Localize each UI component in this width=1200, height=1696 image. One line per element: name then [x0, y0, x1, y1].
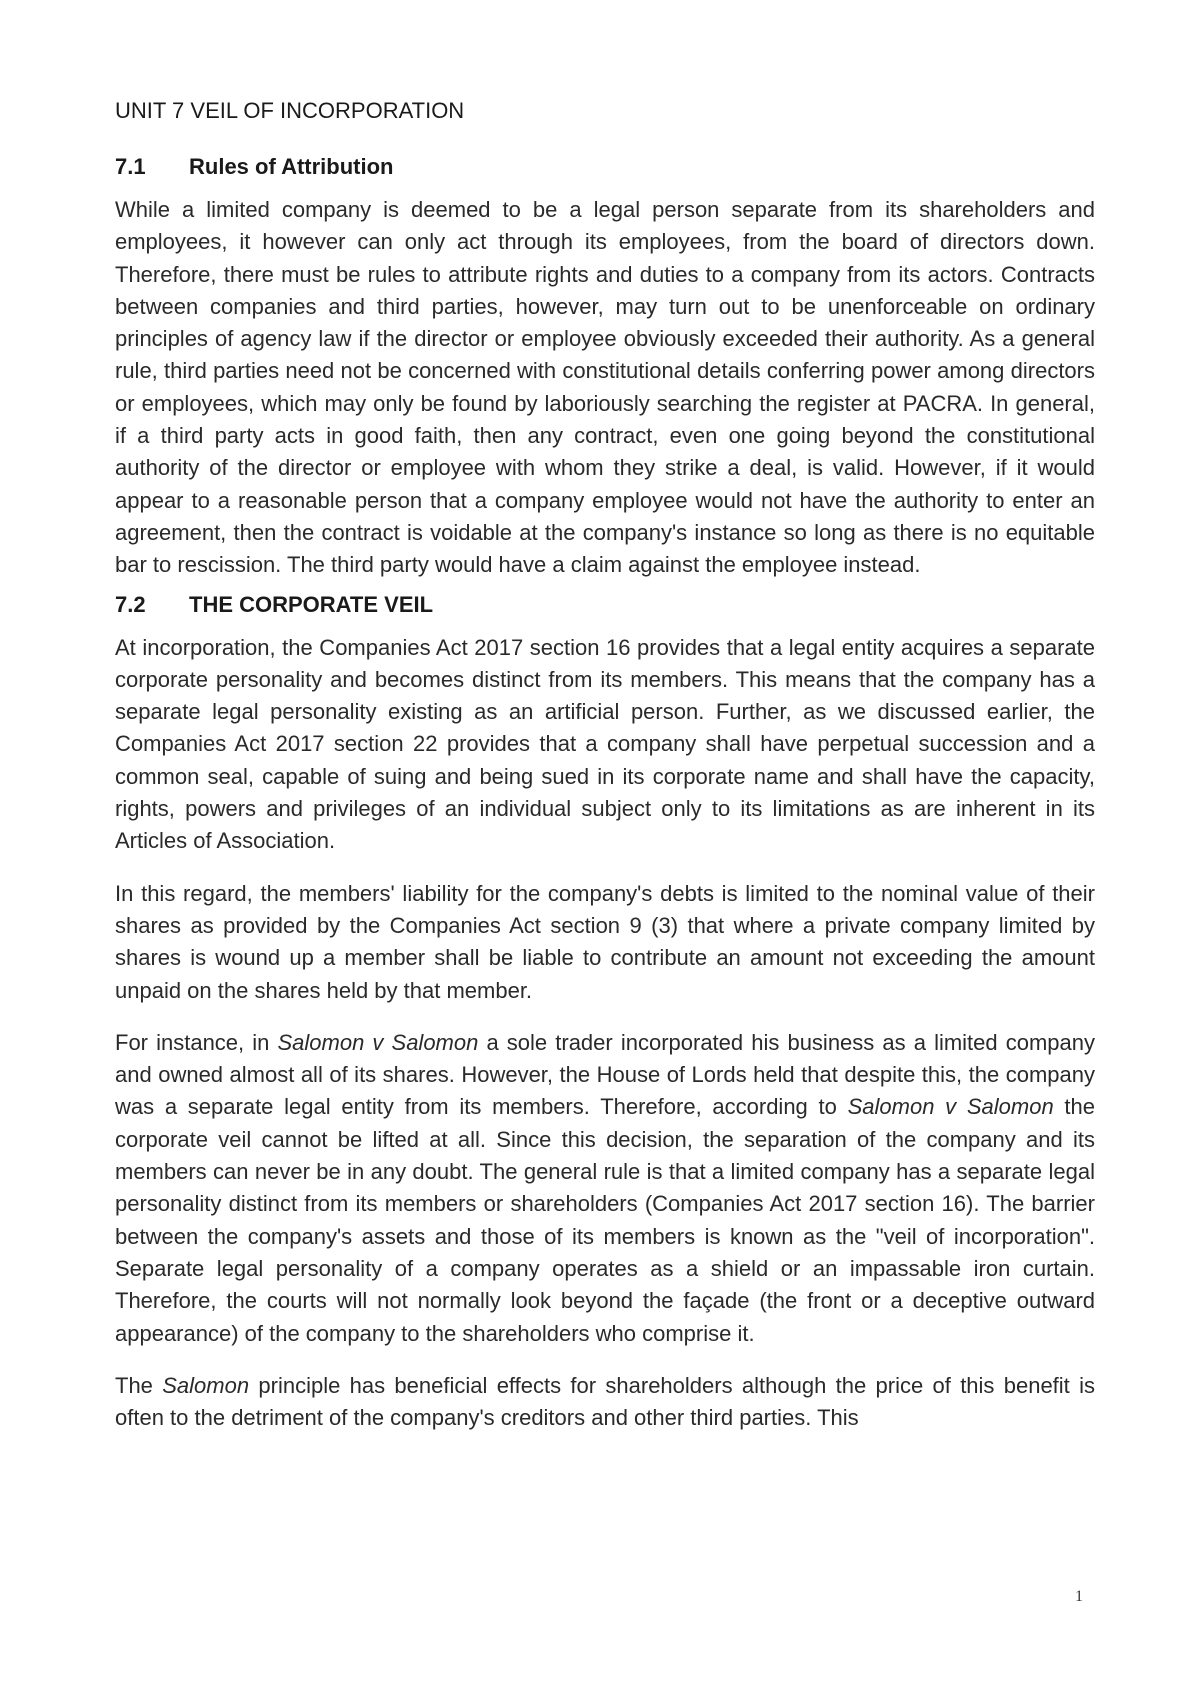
case-citation: Salomon v Salomon: [277, 1029, 479, 1055]
text-run: For instance, in: [115, 1029, 278, 1055]
paragraph-salomon-principle: [115, 1370, 1095, 1435]
unit-title: UNIT 7 VEIL OF INCORPORATION: [115, 98, 465, 123]
case-citation: Salomon: [162, 1372, 250, 1398]
section-heading-7-2: [115, 590, 1095, 620]
section-heading-7-1: [115, 152, 1095, 182]
paragraph: While a limited company is deemed to be a legal person separate from its shareholders and employees, it however can only act through its employees, from the board of directors down. Therefore, there must be rules to attribute rights and duties to a company from its actors. Contracts between companies and third parties, however, may turn out to be unenforceable on ordinary principles of agency law if the director or employee obviously exceeded their authority. As a general rule, third parties need not be concerned with constitutional details conferring power among directors or employees, which may only be found by laboriously searching the register at PACRA. In general, if a third party acts in good faith, then any contract, even one going beyond the constitutional authority of the director or employee with whom they strike a deal, is valid. However, if it would appear to a reasonable person that a company employee would not have the authority to enter an agreement, then the contract is voidable at the company's instance so long as there is no equitable bar to rescission. The third party would have a claim against the employee instead.: [115, 197, 1095, 578]
section-title: Rules of Attribution: [189, 154, 394, 179]
paragraph: In this regard, the members' liability for the company's debts is limited to the nominal value of their shares as provided by the Companies Act section 9 (3) that where a private company limited by shares is wound up a member shall be liable to contribute an amount not exceeding the amount unpaid on the shares held by that member.: [115, 880, 1095, 1003]
text-run: principle has beneficial effects for shareholders although the price of this benefit is often to the detriment of the company's creditors and other third parties. This: [115, 1372, 1095, 1431]
section-title: THE CORPORATE VEIL: [189, 591, 434, 617]
section-number: 7.1: [115, 154, 146, 179]
page-number: 1: [1075, 1588, 1083, 1605]
case-citation: Salomon v Salomon: [847, 1094, 1054, 1120]
text-run: The: [115, 1372, 163, 1398]
text-run: the corporate veil cannot be lifted at all. Since this decision, the separation of the company and its members can never be in any doubt. The general rule is that a limited company has a separate legal personality distinct from its members or shareholders (Companies Act 2017 section 16). The barrier between the company's assets and those of its members is known as the "veil of incorporation". Separate legal personality of a company operates as a shield or an impassable iron curtain. Therefore, the courts will not normally look beyond the façade (the front or a deceptive outward appearance) of the company to the shareholders who comprise it.: [115, 1094, 1096, 1346]
paragraph: At incorporation, the Companies Act 2017 section 16 provides that a legal entity acquires a separate corporate personality and becomes distinct from its members. This means that the company has a separate legal personality existing as an artificial person. Further, as we discussed earlier, the Companies Act 2017 section 22 provides that a company shall have perpetual succession and a common seal, capable of suing and being sued in its corporate name and shall have the capacity, rights, powers and privileges of an individual subject only to its limitations as are inherent in its Articles of Association.: [115, 634, 1095, 854]
paragraph-salomon: [115, 1027, 1095, 1350]
document-page: [115, 96, 1095, 1454]
text-run: a sole trader incorporated his business as a limited company and owned almost all of its shares. However, the House of Lords held that despite this, the company was a separate legal entity from its members. Therefore, according to: [115, 1029, 1096, 1120]
section-number: 7.2: [115, 591, 146, 617]
